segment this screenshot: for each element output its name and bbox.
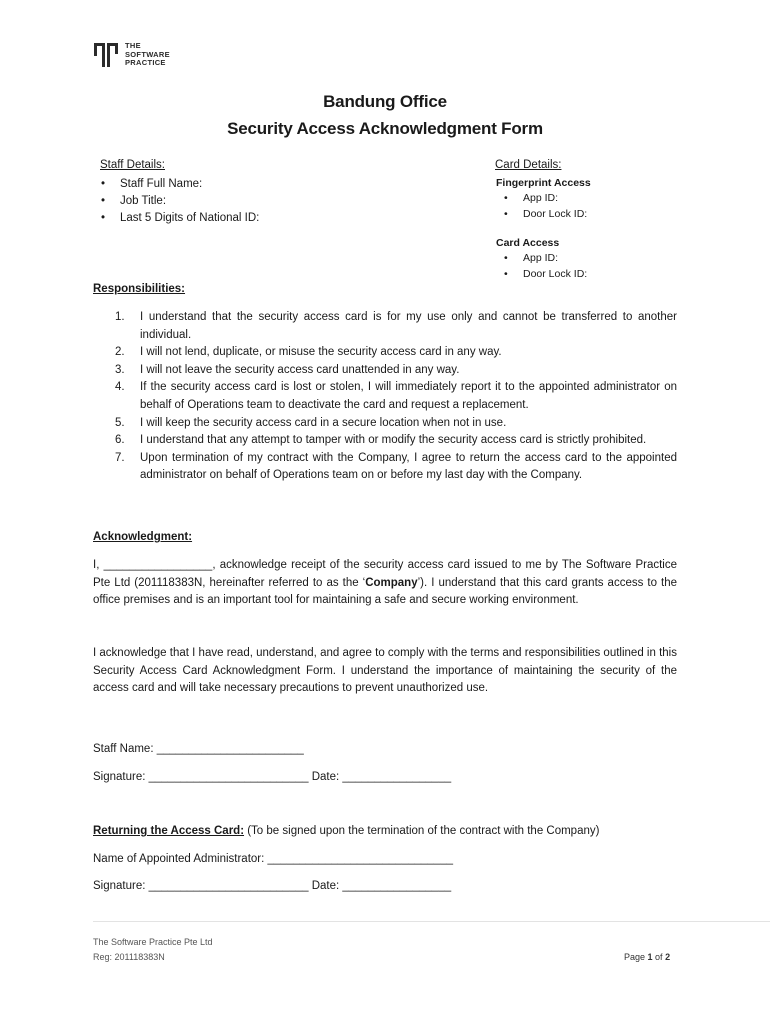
staff-details-heading: Staff Details: [100, 159, 165, 171]
footer-registration: Reg: 201118383N [93, 952, 165, 962]
page-number: Page 1 of 2 [624, 952, 671, 962]
staff-details-item: • Job Title: [93, 193, 259, 210]
responsibilities-list [93, 309, 677, 485]
company-logo [93, 42, 170, 68]
card-access-list [496, 251, 587, 282]
acknowledgment-paragraph-2: I acknowledge that I have read, understand, and agree to comply with the terms and responsibilities outlined in this Security Access Card Acknowledgment Form. I understand the importance of maintaining the security of the access card and will take necessary precautions to prevent unauthorized use. [93, 647, 677, 695]
staff-details-list [93, 176, 259, 227]
responsibility-item: 5. I will keep the security access card in a secure location when not in use. [115, 416, 507, 429]
returning-card-note: (To be signed upon the termination of the contract with the Company) [244, 825, 600, 837]
staff-details-item: • Last 5 Digits of National ID: [93, 210, 259, 227]
document-title-form: Security Access Acknowledgment Form [227, 119, 543, 138]
footer-company-name: The Software Practice Pte Ltd [93, 937, 213, 947]
responsibility-item: 4. If the security access card is lost or stolen, I will immediately report it to the appointed administrator on behalf of Operations team to deactivate the card and request a replacement. [115, 381, 677, 411]
fingerprint-access-item: • App ID: [496, 191, 587, 207]
staff-details-item: • Staff Full Name: [93, 176, 259, 193]
responsibility-item: 6. I understand that any attempt to tamper with or modify the security access card is strictly prohibited. [115, 434, 647, 447]
card-access-item: • Door Lock ID: [496, 267, 587, 283]
card-access-item: • App ID: [496, 251, 587, 267]
responsibility-item: 2. I will not lend, duplicate, or misuse the security access card in any way. [115, 346, 502, 359]
acknowledgment-heading: Acknowledgment: [93, 531, 193, 543]
logo-mark-icon [93, 42, 119, 68]
responsibility-item: 1. I understand that the security access card is for my use only and cannot be transferred to another individual. [115, 311, 677, 341]
responsibility-item: 7. Upon termination of my contract with the Company, I agree to return the access card to the appointed administrator on behalf of Operations team on or before my last day with the Company. [115, 451, 677, 482]
card-access-heading: Card Access [496, 237, 560, 249]
administrator-name-line: Name of Appointed Administrator: _____________________________ [93, 853, 453, 865]
responsibilities-heading: Responsibilities: [93, 283, 186, 295]
fingerprint-access-list [496, 191, 587, 222]
footer-divider [93, 921, 770, 922]
staff-name-line: Staff Name: _______________________ [93, 743, 304, 755]
responsibility-item: 3. I will not leave the security access card unattended in any way. [115, 363, 460, 376]
card-details-heading: Card Details: [495, 159, 562, 171]
acknowledgment-paragraph-1: I, _________________, acknowledge receipt of the security access card issued to me by The Software Practice Pte Ltd (201118383N, hereinafter referred to as the ‘Company’). I understand that this card grants access to the office premises and is an important tool for maintaining a safe and secure working environment. [93, 559, 677, 607]
staff-signature-date-line: Signature: _________________________ Date: _________________ [93, 771, 452, 783]
fingerprint-access-item: • Door Lock ID: [496, 207, 587, 223]
logo-wordmark: THE SOFTWARE PRACTICE [125, 41, 170, 67]
document-title-office: Bandung Office [323, 92, 447, 111]
returning-card-line [93, 825, 599, 837]
administrator-signature-date-line: Signature: _________________________ Date: _________________ [93, 880, 452, 892]
fingerprint-access-heading: Fingerprint Access [496, 177, 591, 189]
returning-card-heading: Returning the Access Card: [93, 825, 245, 837]
